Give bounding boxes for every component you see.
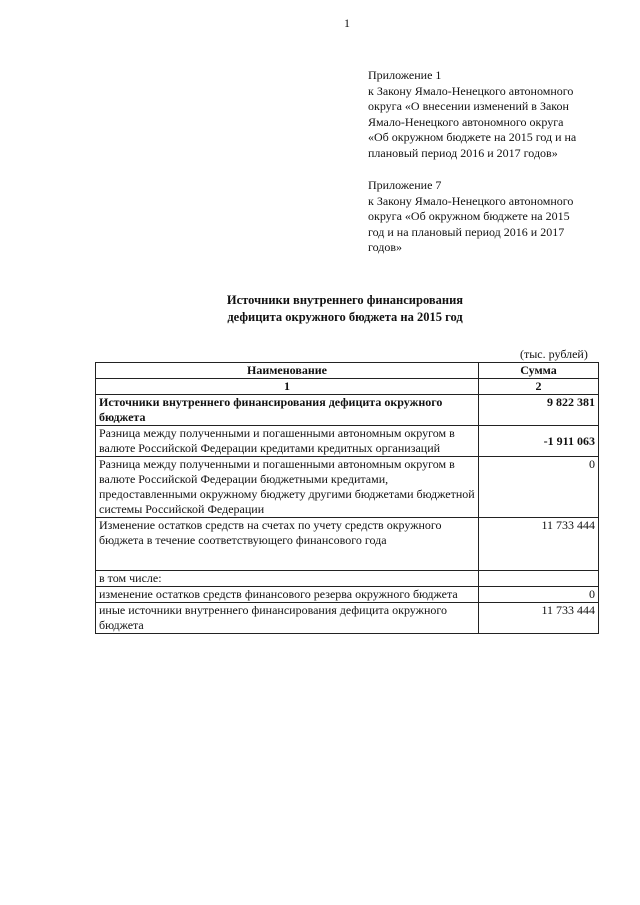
annex-1-line: «Об окружном бюджете на 2015 год и на [368,130,577,144]
table-header-numbers-row [96,379,599,395]
row-amount: 0 [479,587,599,603]
title-line-1: Источники внутреннего финансирования [226,293,464,307]
header-name: Наименование [96,363,479,379]
table-row [96,457,599,518]
annex-7-header [368,178,608,256]
header-amount: Сумма [479,363,599,379]
row-amount: 11 733 444 [479,603,599,634]
table-row [96,603,599,634]
row-name: в том числе: [96,571,479,587]
annex-1-header [368,68,608,161]
row-amount [479,571,599,587]
header-number-2: 2 [479,379,599,395]
table-row [96,587,599,603]
document-title [150,292,540,326]
annex-1-line: Приложение 1 [368,68,442,82]
table-row [96,426,599,457]
financing-sources-table [95,362,599,634]
row-name: иные источники внутреннего финансирования дефицита окружного бюджета [96,603,479,634]
row-amount: -1 911 063 [479,426,599,457]
title-line-2: дефицита окружного бюджета на 2015 год [227,310,463,324]
row-amount: 9 822 381 [479,395,599,426]
annex-7-line: к Закону Ямало-Ненецкого автономного [368,193,574,208]
row-name: Источники внутреннего финансирования дефицита окружного бюджета [96,395,479,426]
annex-1-line: Ямало-Ненецкого автономного округа [368,114,564,129]
table-header-row [96,363,599,379]
row-amount: 0 [479,457,599,518]
page-number: 1 [344,16,350,30]
row-name: Разница между полученными и погашенными автономным округом в валюте Российской Федерации бюджетными кредитами, предоставленными окружному бюджету другими бюджетами бюджетной системы Российской Федерации [96,457,479,518]
row-name: Разница между полученными и погашенными автономным округом в валюте Российской Федерации кредитами кредитных организаций [96,426,479,457]
units-label: (тыс. рублей) [520,347,588,361]
annex-7-line: годов» [368,240,403,254]
table-row [96,395,599,426]
annex-1-line: к Закону Ямало-Ненецкого автономного [368,83,574,98]
annex-7-line: Приложение 7 [368,178,442,192]
table-row [96,571,599,587]
header-number-1: 1 [96,379,479,395]
table-row [96,518,599,571]
annex-7-line: округа «Об окружном бюджете на 2015 [368,209,570,223]
annex-1-line: округа «О внесении изменений в Закон [368,99,569,113]
row-name: изменение остатков средств финансового резерва окружного бюджета [96,587,479,603]
row-name: Изменение остатков средств на счетах по учету средств окружного бюджета в течение соответствующего финансового года [96,518,479,571]
annex-1-line: плановый период 2016 и 2017 годов» [368,145,558,160]
annex-7-line: год и на плановый период 2016 и 2017 [368,224,565,239]
row-amount: 11 733 444 [479,518,599,571]
